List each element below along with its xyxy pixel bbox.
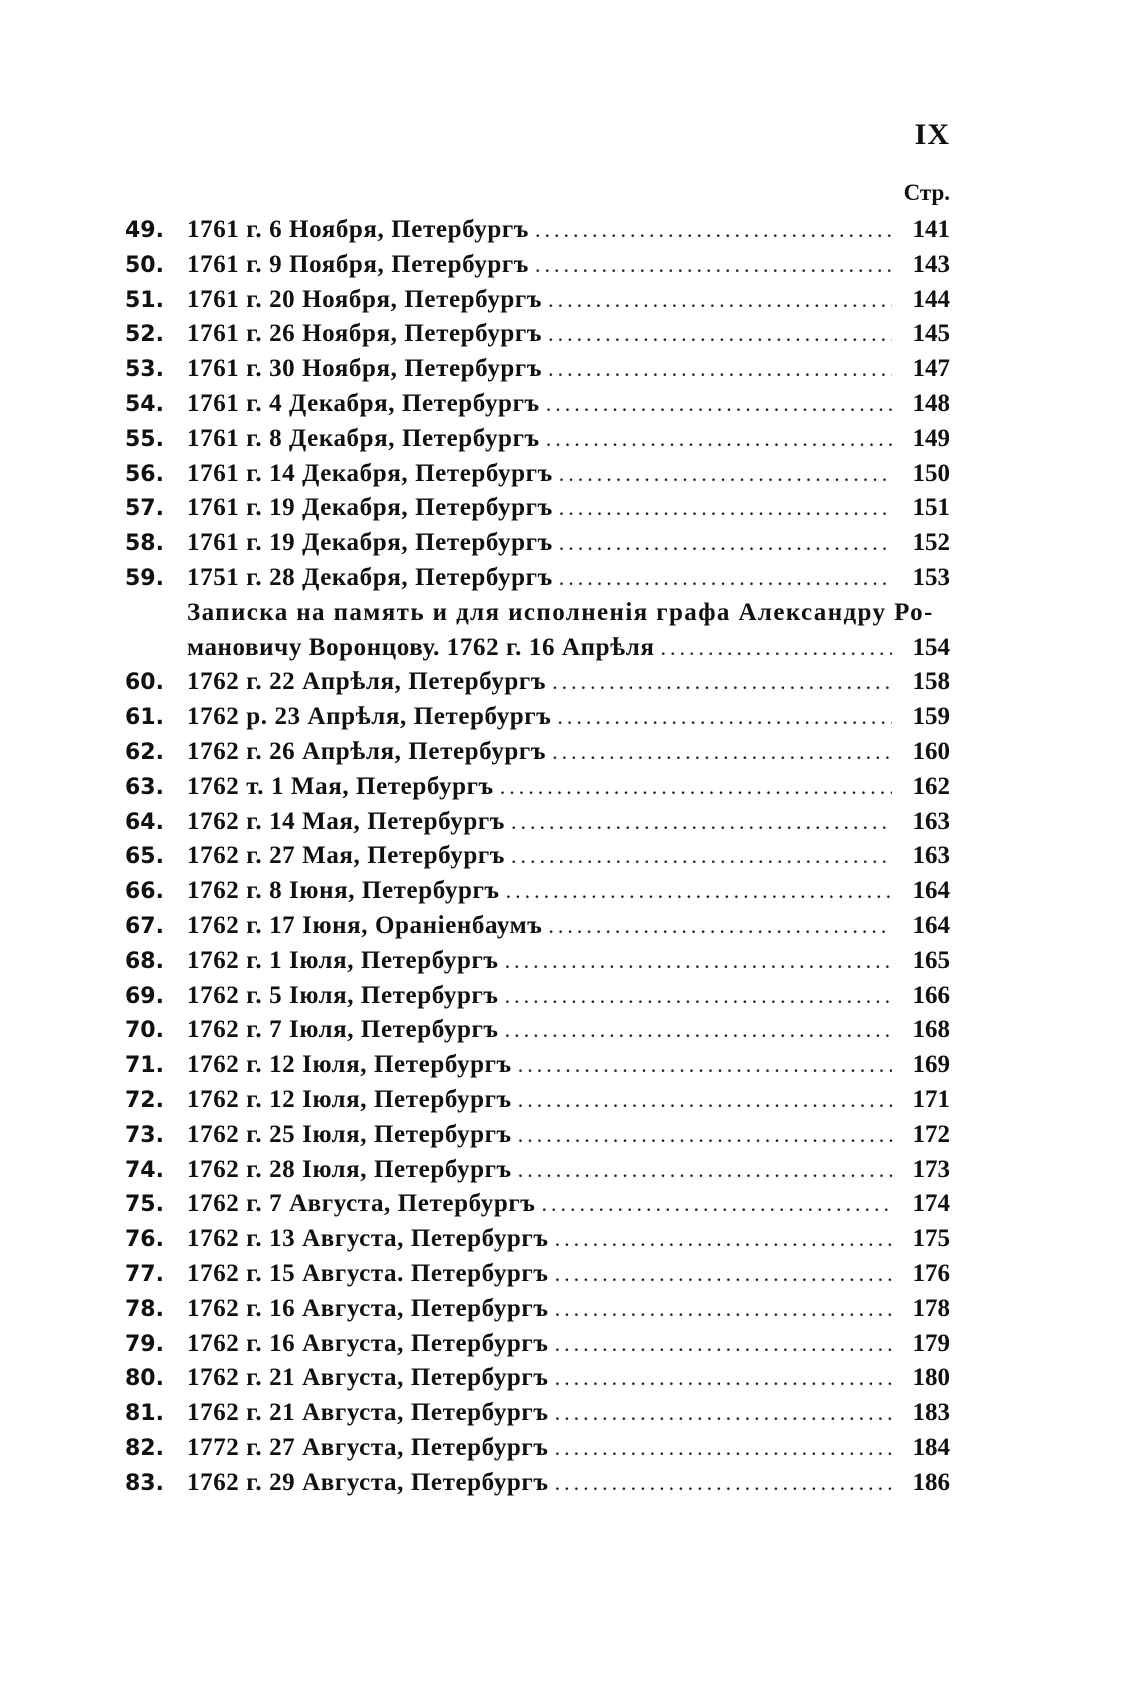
toc-entry xyxy=(125,213,950,248)
entry-number: 74. xyxy=(125,1157,164,1183)
entry-page: 169 xyxy=(912,1051,950,1079)
entry-page: 175 xyxy=(912,1225,950,1253)
entry-title: 1761 г. 8 Декабря, Петербургъ xyxy=(187,424,540,452)
dot-leader xyxy=(660,631,892,666)
toc-entry xyxy=(125,387,950,422)
page-column-header: Стр. xyxy=(903,180,950,205)
toc-entries-before-note xyxy=(125,213,950,596)
entry-page: 186 xyxy=(912,1468,950,1496)
dot-leader xyxy=(559,561,892,596)
entry-number: 63. xyxy=(125,774,164,800)
entry-title: 1762 г. 14 Мая, Петербургъ xyxy=(187,807,505,835)
dot-leader xyxy=(548,909,892,944)
entry-title: 1761 г. 14 Декабря, Петербургъ xyxy=(187,459,553,487)
dot-leader xyxy=(555,1257,892,1292)
entry-number: 54. xyxy=(125,391,164,417)
toc-entry xyxy=(125,1153,950,1188)
toc-entry xyxy=(125,1257,950,1292)
toc-entry xyxy=(125,665,950,700)
entry-title: 1762 г. 12 Іюля, Петербургъ xyxy=(187,1051,512,1079)
entry-number: 61. xyxy=(125,705,164,731)
toc-entry xyxy=(125,1187,950,1222)
toc-entry xyxy=(125,283,950,318)
entry-number: 78. xyxy=(125,1296,164,1322)
entry-title: 1762 г. 28 Іюля, Петербургъ xyxy=(187,1155,512,1183)
entry-page: 148 xyxy=(912,389,950,417)
entry-page: 145 xyxy=(912,320,950,348)
entry-page: 147 xyxy=(912,355,950,383)
entry-page: 171 xyxy=(912,1085,950,1113)
note-title-line1: Записка на память и для исполненія графа Александру Ро- xyxy=(187,598,934,626)
note-title-line2: мановичу Воронцову. 1762 г. 16 Апрѣля xyxy=(187,633,655,661)
dot-leader xyxy=(548,352,892,387)
toc-entry xyxy=(125,1048,950,1083)
entry-title: 1762 г. 5 Іюля, Петербургъ xyxy=(187,981,499,1009)
entry-number: 69. xyxy=(125,983,164,1009)
entry-number: 55. xyxy=(125,426,164,452)
dot-leader xyxy=(555,1222,892,1257)
dot-leader xyxy=(535,213,892,248)
entry-title: 1762 г. 13 Августа, Петербургъ xyxy=(187,1225,549,1253)
toc-entry xyxy=(125,770,950,805)
entry-number: 51. xyxy=(125,287,164,313)
entry-number: 70. xyxy=(125,1018,164,1044)
entry-title: 1761 г. 30 Ноября, Петербургъ xyxy=(187,355,543,383)
toc-entry xyxy=(125,457,950,492)
entry-number: 71. xyxy=(125,1053,164,1079)
entry-number: 52. xyxy=(125,322,164,348)
entry-page: 151 xyxy=(912,494,950,522)
entry-title: 1762 г. 1 Іюля, Петербургъ xyxy=(187,946,499,974)
dot-leader xyxy=(511,805,892,840)
entry-title: 1762 г. 21 Августа, Петербургъ xyxy=(187,1364,549,1392)
dot-leader xyxy=(546,387,892,422)
toc-entry xyxy=(125,1083,950,1118)
entry-number: 59. xyxy=(125,565,164,591)
entry-page: 158 xyxy=(912,668,950,696)
entry-number: 76. xyxy=(125,1227,164,1253)
dot-leader xyxy=(555,1431,892,1466)
page-number: IX xyxy=(914,118,950,151)
entry-title: 1761 г. 4 Декабря, Петербургъ xyxy=(187,389,540,417)
dot-leader xyxy=(557,700,892,735)
toc-entry xyxy=(125,1466,950,1501)
toc-entry xyxy=(125,422,950,457)
dot-leader xyxy=(518,1048,892,1083)
dot-leader xyxy=(535,248,892,283)
entry-number: 67. xyxy=(125,913,164,939)
entry-page: 179 xyxy=(912,1329,950,1357)
entry-page: 164 xyxy=(912,911,950,939)
entry-number: 68. xyxy=(125,948,164,974)
dot-leader xyxy=(546,422,892,457)
dot-leader xyxy=(552,665,892,700)
dot-leader xyxy=(552,735,892,770)
entry-page: 176 xyxy=(912,1259,950,1287)
entry-page: 160 xyxy=(912,737,950,765)
entry-title: 1751 г. 28 Декабря, Петербургъ xyxy=(187,563,553,591)
toc-entry xyxy=(125,317,950,352)
entry-title: 1762 г. 15 Августа. Петербургъ xyxy=(187,1259,549,1287)
dot-leader xyxy=(511,839,892,874)
dot-leader xyxy=(541,1187,892,1222)
dot-leader xyxy=(505,979,892,1014)
entry-number: 57. xyxy=(125,496,164,522)
dot-leader xyxy=(555,1396,892,1431)
entry-number: 83. xyxy=(125,1470,164,1496)
toc-entry xyxy=(125,979,950,1014)
entry-title: 1761 г. 19 Декабря, Петербургъ xyxy=(187,494,553,522)
toc-entry xyxy=(125,1013,950,1048)
entry-number: 49. xyxy=(125,218,164,243)
table-of-contents xyxy=(125,213,950,1500)
toc-entry xyxy=(125,1292,950,1327)
entry-number: 73. xyxy=(125,1122,164,1148)
dot-leader xyxy=(506,874,892,909)
entry-title: 1761 г. 19 Декабря, Петербургъ xyxy=(187,529,553,557)
entry-number: 75. xyxy=(125,1192,164,1218)
entry-number: 77. xyxy=(125,1261,164,1287)
entry-number: 66. xyxy=(125,879,164,905)
entry-title: 1762 г. 12 Іюля, Петербургъ xyxy=(187,1085,512,1113)
dot-leader xyxy=(559,491,892,526)
entry-number: 64. xyxy=(125,809,164,835)
toc-entry xyxy=(125,839,950,874)
entry-page: 141 xyxy=(912,216,950,243)
entry-number: 65. xyxy=(125,844,164,870)
entry-title: 1762 г. 29 Августа, Петербургъ xyxy=(187,1468,549,1496)
entry-number: 79. xyxy=(125,1331,164,1357)
toc-entry xyxy=(125,909,950,944)
entry-title: 1761 г. 9 Поября, Петербургъ xyxy=(187,250,529,278)
entry-title: 1762 г. 16 Августа, Петербургъ xyxy=(187,1294,549,1322)
dot-leader xyxy=(505,1013,892,1048)
entry-title: 1762 г. 27 Мая, Петербургъ xyxy=(187,842,505,870)
dot-leader xyxy=(548,283,892,318)
dot-leader xyxy=(518,1083,892,1118)
entry-page: 149 xyxy=(912,424,950,452)
toc-entry xyxy=(125,1396,950,1431)
entry-title: 1772 г. 27 Августа, Петербургъ xyxy=(187,1433,549,1461)
entry-title: 1762 г. 7 Августа, Петербургъ xyxy=(187,1190,536,1218)
entry-number: 80. xyxy=(125,1366,164,1392)
entry-page: 143 xyxy=(912,250,950,278)
entry-number: 60. xyxy=(125,670,164,696)
dot-leader xyxy=(555,1292,892,1327)
entry-page: 163 xyxy=(912,807,950,835)
entry-title: 1761 г. 20 Ноября, Петербургъ xyxy=(187,285,543,313)
toc-entry xyxy=(125,805,950,840)
entry-page: 162 xyxy=(912,772,950,800)
dot-leader xyxy=(559,457,892,492)
dot-leader xyxy=(555,1327,892,1362)
entry-page: 166 xyxy=(912,981,950,1009)
toc-entry xyxy=(125,944,950,979)
entry-page: 165 xyxy=(912,946,950,974)
entry-number: 62. xyxy=(125,739,164,765)
toc-entries-after-note xyxy=(125,665,950,1500)
toc-entry xyxy=(125,874,950,909)
entry-number: 72. xyxy=(125,1087,164,1113)
entry-number: 53. xyxy=(125,357,164,383)
dot-leader xyxy=(505,944,892,979)
entry-title: 1762 г. 8 Іюня, Петербургъ xyxy=(187,877,500,905)
toc-entry xyxy=(125,700,950,735)
note-title-line2-row xyxy=(125,631,950,666)
toc-entry xyxy=(125,491,950,526)
entry-number: 81. xyxy=(125,1401,164,1427)
dot-leader xyxy=(555,1466,892,1501)
entry-title: 1761 г. 6 Ноября, Петербургъ xyxy=(187,216,529,243)
entry-page: 164 xyxy=(912,877,950,905)
dot-leader xyxy=(548,317,892,352)
entry-page: 150 xyxy=(912,459,950,487)
entry-page: 172 xyxy=(912,1120,950,1148)
toc-entry xyxy=(125,526,950,561)
entry-title: 1762 г. 21 Августа, Петербургъ xyxy=(187,1399,549,1427)
toc-entry xyxy=(125,1222,950,1257)
entry-number: 82. xyxy=(125,1435,164,1461)
dot-leader xyxy=(518,1153,892,1188)
toc-entry xyxy=(125,1327,950,1362)
note-page: 154 xyxy=(912,633,950,661)
entry-page: 144 xyxy=(912,285,950,313)
entry-page: 183 xyxy=(912,1399,950,1427)
entry-page: 152 xyxy=(912,529,950,557)
dot-leader xyxy=(518,1118,892,1153)
entry-title: 1761 г. 26 Ноября, Петербургъ xyxy=(187,320,543,348)
entry-title: 1762 г. 26 Апрѣля, Петербургъ xyxy=(187,737,547,765)
entry-title: 1762 т. 1 Мая, Петербургъ xyxy=(187,772,494,800)
toc-note-entry xyxy=(125,596,950,666)
toc-entry xyxy=(125,1361,950,1396)
toc-entry xyxy=(125,1118,950,1153)
entry-page: 153 xyxy=(912,563,950,591)
entry-number: 50. xyxy=(125,252,164,278)
dot-leader xyxy=(500,770,892,805)
entry-page: 184 xyxy=(912,1433,950,1461)
dot-leader xyxy=(555,1361,892,1396)
entry-title: 1762 г. 7 Іюля, Петербургъ xyxy=(187,1016,499,1044)
entry-title: 1762 г. 22 Апрѣля, Петербургъ xyxy=(187,668,547,696)
toc-entry xyxy=(125,735,950,770)
entry-title: 1762 г. 17 Іюня, Ораніенбаумъ xyxy=(187,911,543,939)
toc-entry xyxy=(125,352,950,387)
entry-title: 1762 р. 23 Апрѣля, Петербургъ xyxy=(187,703,552,731)
entry-page: 163 xyxy=(912,842,950,870)
entry-page: 178 xyxy=(912,1294,950,1322)
entry-title: 1762 г. 16 Августа, Петербургъ xyxy=(187,1329,549,1357)
entry-page: 173 xyxy=(912,1155,950,1183)
entry-title: 1762 г. 25 Іюля, Петербургъ xyxy=(187,1120,512,1148)
toc-entry xyxy=(125,248,950,283)
entry-page: 159 xyxy=(912,703,950,731)
entry-page: 174 xyxy=(912,1190,950,1218)
entry-number: 58. xyxy=(125,531,164,557)
toc-entry xyxy=(125,1431,950,1466)
entry-number: 56. xyxy=(125,461,164,487)
dot-leader xyxy=(559,526,892,561)
toc-entry xyxy=(125,561,950,596)
entry-page: 180 xyxy=(912,1364,950,1392)
entry-page: 168 xyxy=(912,1016,950,1044)
